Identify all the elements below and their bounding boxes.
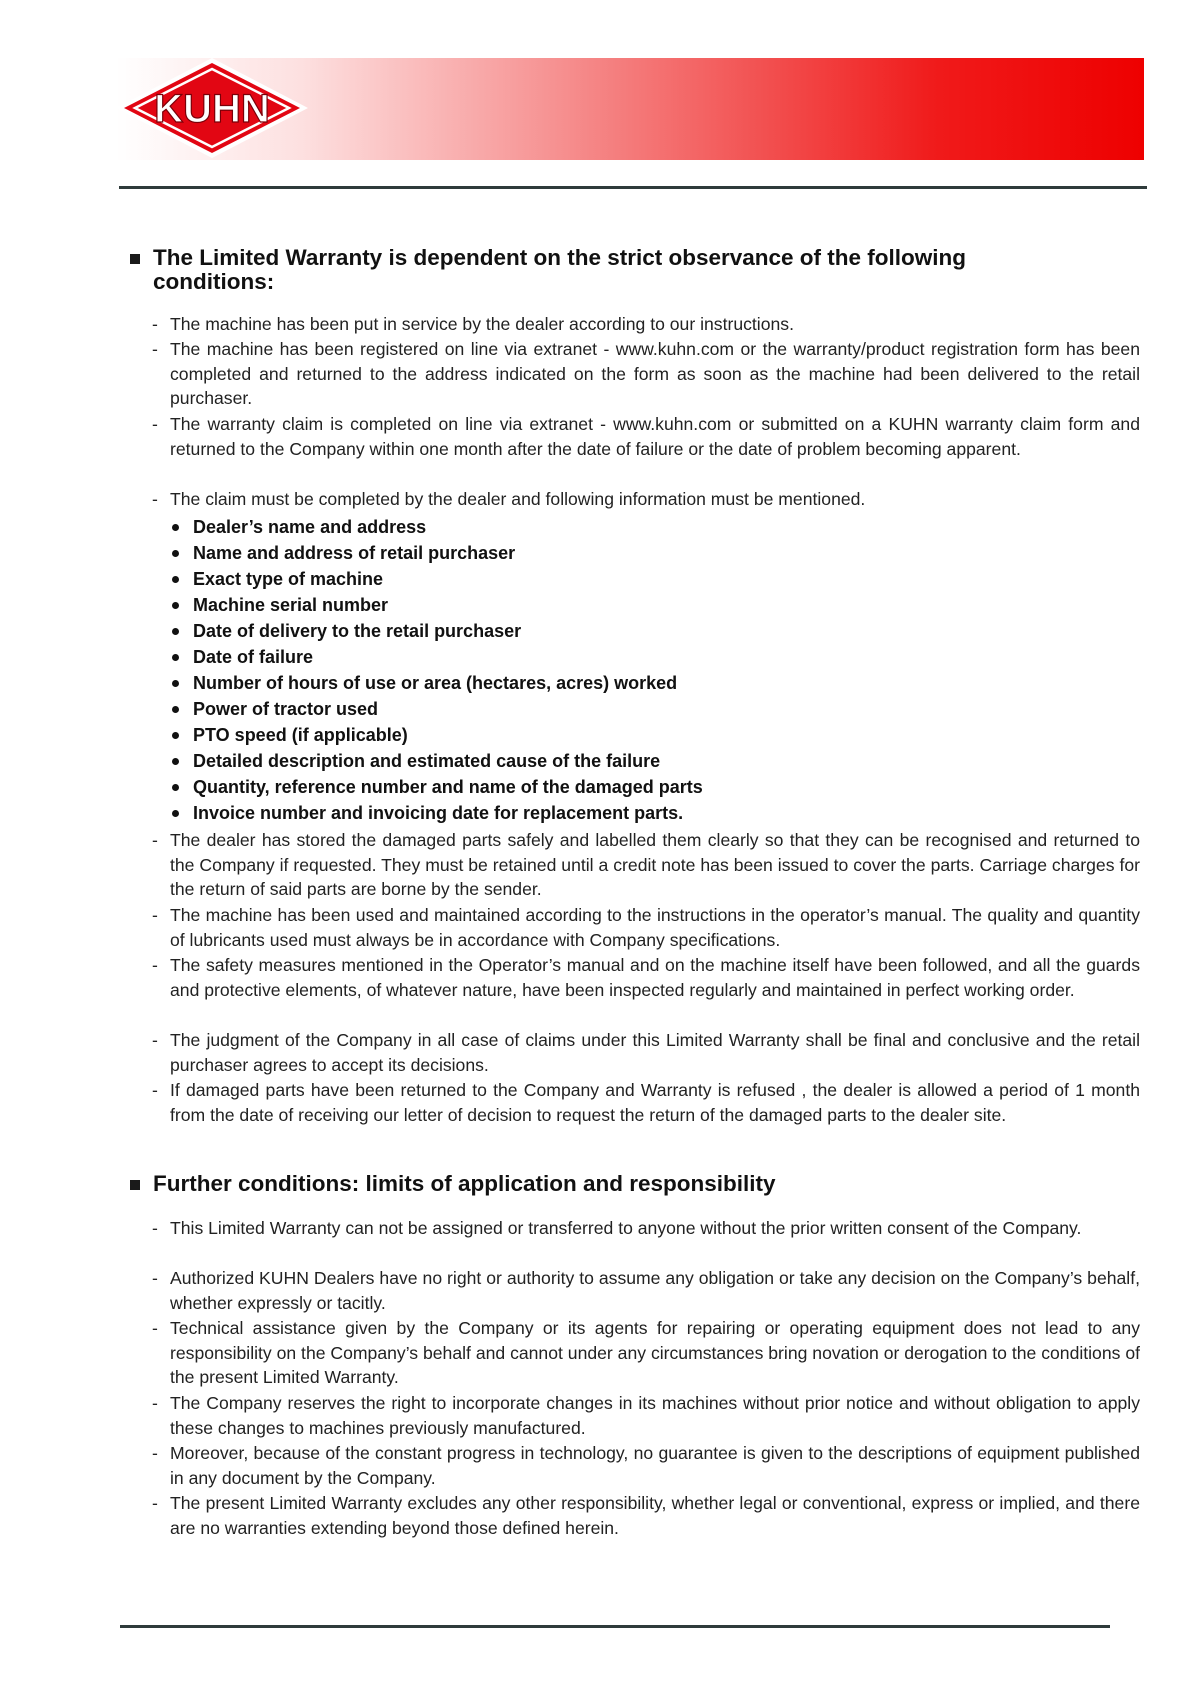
bullet-dot-icon	[172, 654, 179, 661]
claim-info-bullet: Number of hours of use or area (hectares, acres) worked	[172, 671, 1072, 695]
claim-info-bullet: Quantity, reference number and name of the damaged parts	[172, 775, 1072, 799]
claim-info-bullet: Machine serial number	[172, 593, 1072, 617]
bullet-dot-icon	[172, 732, 179, 739]
bullet-dot-icon	[172, 550, 179, 557]
limit-item: - Moreover, because of the constant progress in technology, no guarantee is given to the descriptions of equipment published in any document by the Company.	[152, 1443, 1140, 1488]
claim-info-bullet: Invoice number and invoicing date for replacement parts.	[172, 801, 1072, 825]
kuhn-logo	[112, 56, 312, 160]
section1-heading	[130, 246, 1070, 294]
bullet-dot-icon	[172, 810, 179, 817]
square-bullet-icon	[130, 254, 140, 264]
claim-info-bullet: Date of delivery to the retail purchaser	[172, 619, 1072, 643]
top-divider	[119, 186, 1147, 189]
condition-item: - The safety measures mentioned in the Operator’s manual and on the machine itself have been followed, and all the guards and protective elements, of whatever nature, have been inspected regularly and maintained in perfect working order.	[152, 955, 1140, 1000]
bottom-divider	[120, 1625, 1110, 1628]
condition-item: - The machine has been used and maintained according to the instructions in the operator’s manual. The quality and quantity of lubricants used must always be in accordance with Company specifications.	[152, 905, 1140, 950]
bullet-dot-icon	[172, 524, 179, 531]
section2-heading-text: Further conditions: limits of application and responsibility	[153, 1171, 776, 1196]
claim-info-bullet: Dealer’s name and address	[172, 515, 1072, 539]
limit-item: - The present Limited Warranty excludes any other responsibility, whether legal or conventional, express or implied, and there are no warranties extending beyond those defined herein.	[152, 1493, 1140, 1538]
limit-item: - Authorized KUHN Dealers have no right or authority to assume any obligation or take any decision on the Company’s behalf, whether expressly or tacitly.	[152, 1268, 1140, 1313]
claim-info-bullet: Power of tractor used	[172, 697, 1072, 721]
claim-info-bullet: Date of failure	[172, 645, 1072, 669]
claim-info-bullet: Name and address of retail purchaser	[172, 541, 1072, 565]
section1-heading-text: The Limited Warranty is dependent on the strict observance of the following conditions:	[153, 245, 967, 294]
limit-item: - Technical assistance given by the Company or its agents for repairing or operating equipment does not lead to any responsibility on the Company’s behalf and cannot under any circumstances bring novation or derogation to the conditions of the present Limited Warranty.	[152, 1318, 1140, 1388]
condition-item: - The dealer has stored the damaged parts safely and labelled them clearly so that they can be recognised and returned to the Company if requested. They must be retained until a credit note has been issued to cover the parts. Carriage charges for the return of said parts are borne by the sender.	[152, 830, 1140, 900]
bullet-dot-icon	[172, 602, 179, 609]
square-bullet-icon	[130, 1180, 140, 1190]
section2-heading	[130, 1172, 1070, 1196]
bullet-dot-icon	[172, 706, 179, 713]
condition-item: - The judgment of the Company in all case of claims under this Limited Warranty shall be final and conclusive and the retail purchaser agrees to accept its decisions.	[152, 1030, 1140, 1075]
condition-item: - The machine has been put in service by the dealer according to our instructions.	[152, 314, 794, 334]
bullet-dot-icon	[172, 628, 179, 635]
claim-info-bullet: Exact type of machine	[172, 567, 1072, 591]
bullet-dot-icon	[172, 576, 179, 583]
condition-item: - If damaged parts have been returned to the Company and Warranty is refused , the dealer is allowed a period of 1 month from the date of receiving our letter of decision to request the return of the damaged parts to the dealer site.	[152, 1080, 1140, 1125]
bullet-dot-icon	[172, 784, 179, 791]
condition-item: - The machine has been registered on line via extranet - www.kuhn.com or the warranty/product registration form has been completed and returned to the address indicated on the form as soon as the machine had been delivered to the retail purchaser.	[152, 339, 1140, 409]
bullet-dot-icon	[172, 758, 179, 765]
condition-item: - The warranty claim is completed on line via extranet - www.kuhn.com or submitted on a KUHN warranty claim form and returned to the Company within one month after the date of failure or the date of problem becoming apparent.	[152, 414, 1140, 459]
bullet-dot-icon	[172, 680, 179, 687]
limit-item: - The Company reserves the right to incorporate changes in its machines without prior notice and without obligation to apply these changes to machines previously manufactured.	[152, 1393, 1140, 1438]
limit-item: - This Limited Warranty can not be assigned or transferred to anyone without the prior written consent of the Company.	[152, 1218, 1082, 1238]
claim-info-bullet: Detailed description and estimated cause of the failure	[172, 749, 1072, 773]
condition-item: - The claim must be completed by the dealer and following information must be mentioned.	[152, 489, 866, 509]
logo-text: KUHN	[154, 87, 270, 131]
claim-info-bullet: PTO speed (if applicable)	[172, 723, 1072, 747]
